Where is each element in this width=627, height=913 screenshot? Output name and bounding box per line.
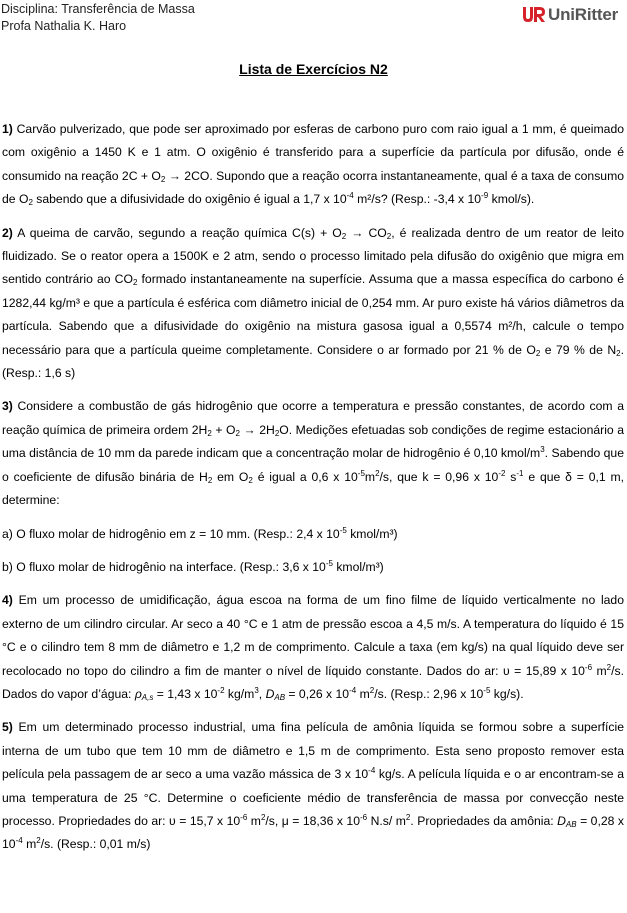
- text: A queima de carvão, segundo a reação química C(s) + O: [12, 225, 342, 240]
- question-number: 5): [2, 720, 13, 735]
- exponent: 2: [375, 468, 380, 478]
- subscript: 2: [207, 428, 212, 438]
- text: e 79 % de N: [540, 342, 617, 357]
- text: a) O fluxo molar de hidrogênio em z = 10 mm. (Resp.: 2,4 x 10: [2, 526, 340, 541]
- subscript: 2: [386, 231, 392, 241]
- subscript: A,s: [141, 692, 154, 702]
- subscript: 2: [207, 475, 213, 485]
- text: = 0,28 x 10: [2, 813, 624, 852]
- question-5: [2, 716, 624, 856]
- symbol-rho: ρ: [134, 686, 142, 701]
- text: m: [364, 469, 376, 484]
- exponent: -2: [498, 468, 506, 478]
- exponent: -4: [346, 191, 354, 201]
- text: kmol/m³): [346, 526, 398, 541]
- subscript: 2: [28, 198, 33, 208]
- question-3b: [2, 556, 624, 579]
- text: é igual a 0,6 x 10: [252, 469, 358, 484]
- question-3: [2, 395, 624, 512]
- text: kg/s).: [490, 686, 524, 701]
- text: s: [505, 469, 517, 484]
- text: kmol/m³): [332, 559, 384, 574]
- subscript: 2: [274, 428, 280, 438]
- logo-text-prefix: Uni: [548, 5, 575, 24]
- question-number: 1): [2, 122, 13, 136]
- text: formado instantaneamente na superfície. Assuma que a massa específica do carbono é 1282,44 kg/m³ e que a partícula é esférica com diâmetro inicial de 0,254 mm. Ar puro existe há vários diâmetros da partícula. Sabendo que a difusividade do oxigênio na mistura gasosa igual a 0,5574 m²/h, calcule o tempo necessário para que a partícula queime completamente. Considere o ar formado por 21 % de O: [2, 272, 624, 357]
- text: em O: [212, 469, 249, 484]
- subscript: 2: [341, 231, 347, 241]
- question-4: [2, 589, 624, 706]
- text: m: [592, 663, 607, 678]
- subscript: 2: [132, 278, 138, 288]
- text: O. Medições efetuadas sob condições de regime estacionário a uma distância de 10 mm da parede indicam que a concentração molar de hidrogênio é 0,10 kmol/m: [2, 422, 624, 461]
- text: kg/s. A película líquida e o ar encontram-se a uma temperatura de 25 °C. Determine o coeficiente médio de transferência de massa por convecção neste processo. Propriedades do ar: υ = 15,7 x 10: [2, 767, 624, 828]
- page-title: Lista de Exercícios N2: [239, 61, 388, 77]
- subscript: AB: [274, 692, 286, 702]
- text: Em um determinado processo industrial, uma fina película de amônia líquida se formou sobre a superfície interna de um tubo que tem 10 mm de diâmetro e 1,5 m de comprimento. Esta seno proposto remover esta película pela passagem de ar seco a uma vazão mássica de 3 x 10: [2, 720, 624, 782]
- exponent: 2: [36, 836, 41, 846]
- exponent: -4: [349, 685, 357, 695]
- exponent: -6: [584, 662, 593, 672]
- question-number: 2): [2, 225, 13, 240]
- question-number: 4): [2, 593, 13, 608]
- text: /s, que k = 0,96 x 10: [379, 469, 499, 484]
- exponent: 3: [254, 685, 259, 695]
- subscript: 2: [248, 475, 253, 485]
- text: m²/s? (Resp.: -3,4 x 10: [353, 192, 482, 207]
- text: kmol/s).: [488, 192, 535, 207]
- exponent: 2: [260, 812, 266, 822]
- symbol-d: D: [265, 686, 275, 701]
- text: /s, μ = 18,36 x 10: [265, 813, 360, 828]
- text: → CO: [346, 225, 387, 240]
- symbol-d: D: [557, 813, 566, 828]
- text: m: [356, 686, 370, 701]
- exponent: -5: [339, 525, 347, 535]
- text: . (Resp.: 1,6 s): [2, 342, 624, 381]
- subscript: AB: [565, 819, 577, 829]
- exponent: -2: [217, 685, 225, 695]
- logo-text-suffix: Ritter: [574, 5, 618, 24]
- course-name: Disciplina: Transferência de Massa: [1, 2, 195, 16]
- text: → 2H: [239, 422, 275, 437]
- question-1: [2, 118, 624, 212]
- text: . Sabendo que o coeficiente de difusão binária de H: [2, 446, 624, 484]
- exponent: -4: [368, 766, 376, 776]
- uniritter-logo-icon: [521, 4, 547, 24]
- text: Considere a combustão de gás hidrogênio que ocorre a temperatura e pressão constantes, de acordo com a reação química de primeira ordem 2H: [2, 399, 624, 437]
- text: m: [247, 813, 261, 828]
- text: → 2CO. Supondo que a reação ocorra instantaneamente, qual é a taxa de consumo de O: [2, 168, 625, 207]
- exponent: 2: [606, 662, 612, 672]
- exercise-list: [2, 118, 624, 867]
- question-number: 3): [2, 399, 13, 414]
- subscript: 2: [535, 348, 541, 358]
- exponent: 2: [405, 812, 411, 822]
- text: . Propriedades da amônia:: [410, 813, 558, 828]
- text: /s. (Resp.: 0,01 m/s): [40, 837, 151, 852]
- text: sabendo que a difusividade do oxigênio é igual a 1,7 x 10: [32, 192, 347, 207]
- text: b) O fluxo molar de hidrogênio na interface. (Resp.: 3,6 x 10: [2, 559, 326, 574]
- professor-name: Profa Nathalia K. Haro: [1, 19, 127, 33]
- subscript: 2: [160, 174, 166, 184]
- exponent: -5: [357, 468, 365, 478]
- text: ,: [258, 686, 266, 701]
- uniritter-logo: [521, 4, 627, 26]
- subscript: 2: [616, 348, 621, 358]
- exponent: -6: [240, 812, 248, 822]
- text: /s. Dados do vapor d’água:: [2, 663, 624, 701]
- uniritter-logo-text: [548, 4, 618, 26]
- text: , é realizada dentro de um reator de leito fluidizado. Se o reator opera a 1500K e 2 atm, sendo o processo limitado pela difusão do oxigênio que migra em sentido contrário ao CO: [2, 225, 624, 287]
- exponent: -4: [15, 836, 23, 846]
- subscript: 2: [235, 428, 240, 438]
- text: = 0,26 x 10: [285, 686, 350, 701]
- text: e que δ = 0,1 m, determine:: [2, 469, 625, 508]
- page-header: [0, 0, 627, 40]
- text: N.s/ m: [367, 813, 406, 828]
- question-3a: [2, 523, 624, 546]
- exponent: 3: [540, 445, 545, 455]
- text: /s. (Resp.: 2,96 x 10: [374, 686, 484, 701]
- text: kg/m: [224, 686, 255, 701]
- exponent: 2: [369, 685, 375, 695]
- text: m: [22, 837, 37, 852]
- question-2: [2, 222, 624, 386]
- text: + O: [211, 422, 236, 437]
- exponent: -9: [481, 191, 489, 201]
- text: = 1,43 x 10: [153, 686, 218, 701]
- text: Em um processo de umidificação, água escoa na forma de um fino filme de líquido verticalmente no lado externo de um cilindro circular. Ar seco a 40 °C e 1 atm de pressão escoa a 4,5 m/s. A temperatura do líquido é 15 °C e o cilindro tem 8 mm de diâmetro e 1,2 m de comprimento. Calcule a taxa (em kg/s) na qual líquido deve ser recolocado no topo do cilindro a fim de manter o nível de líquido constante. Dados do ar: υ = 15,89 x 10: [2, 593, 624, 678]
- text: Carvão pulverizado, que pode ser aproximado por esferas de carbono puro com raio igual a 1 mm, é queimado com oxigênio a 1450 K e 1 atm. O oxigênio é transferido para a superfície da partícula por difusão, onde é consumido na reação 2C + O: [2, 122, 624, 183]
- exponent: -5: [325, 558, 333, 568]
- exponent: -6: [359, 812, 368, 822]
- exponent: -5: [483, 685, 491, 695]
- exponent: -1: [516, 468, 524, 478]
